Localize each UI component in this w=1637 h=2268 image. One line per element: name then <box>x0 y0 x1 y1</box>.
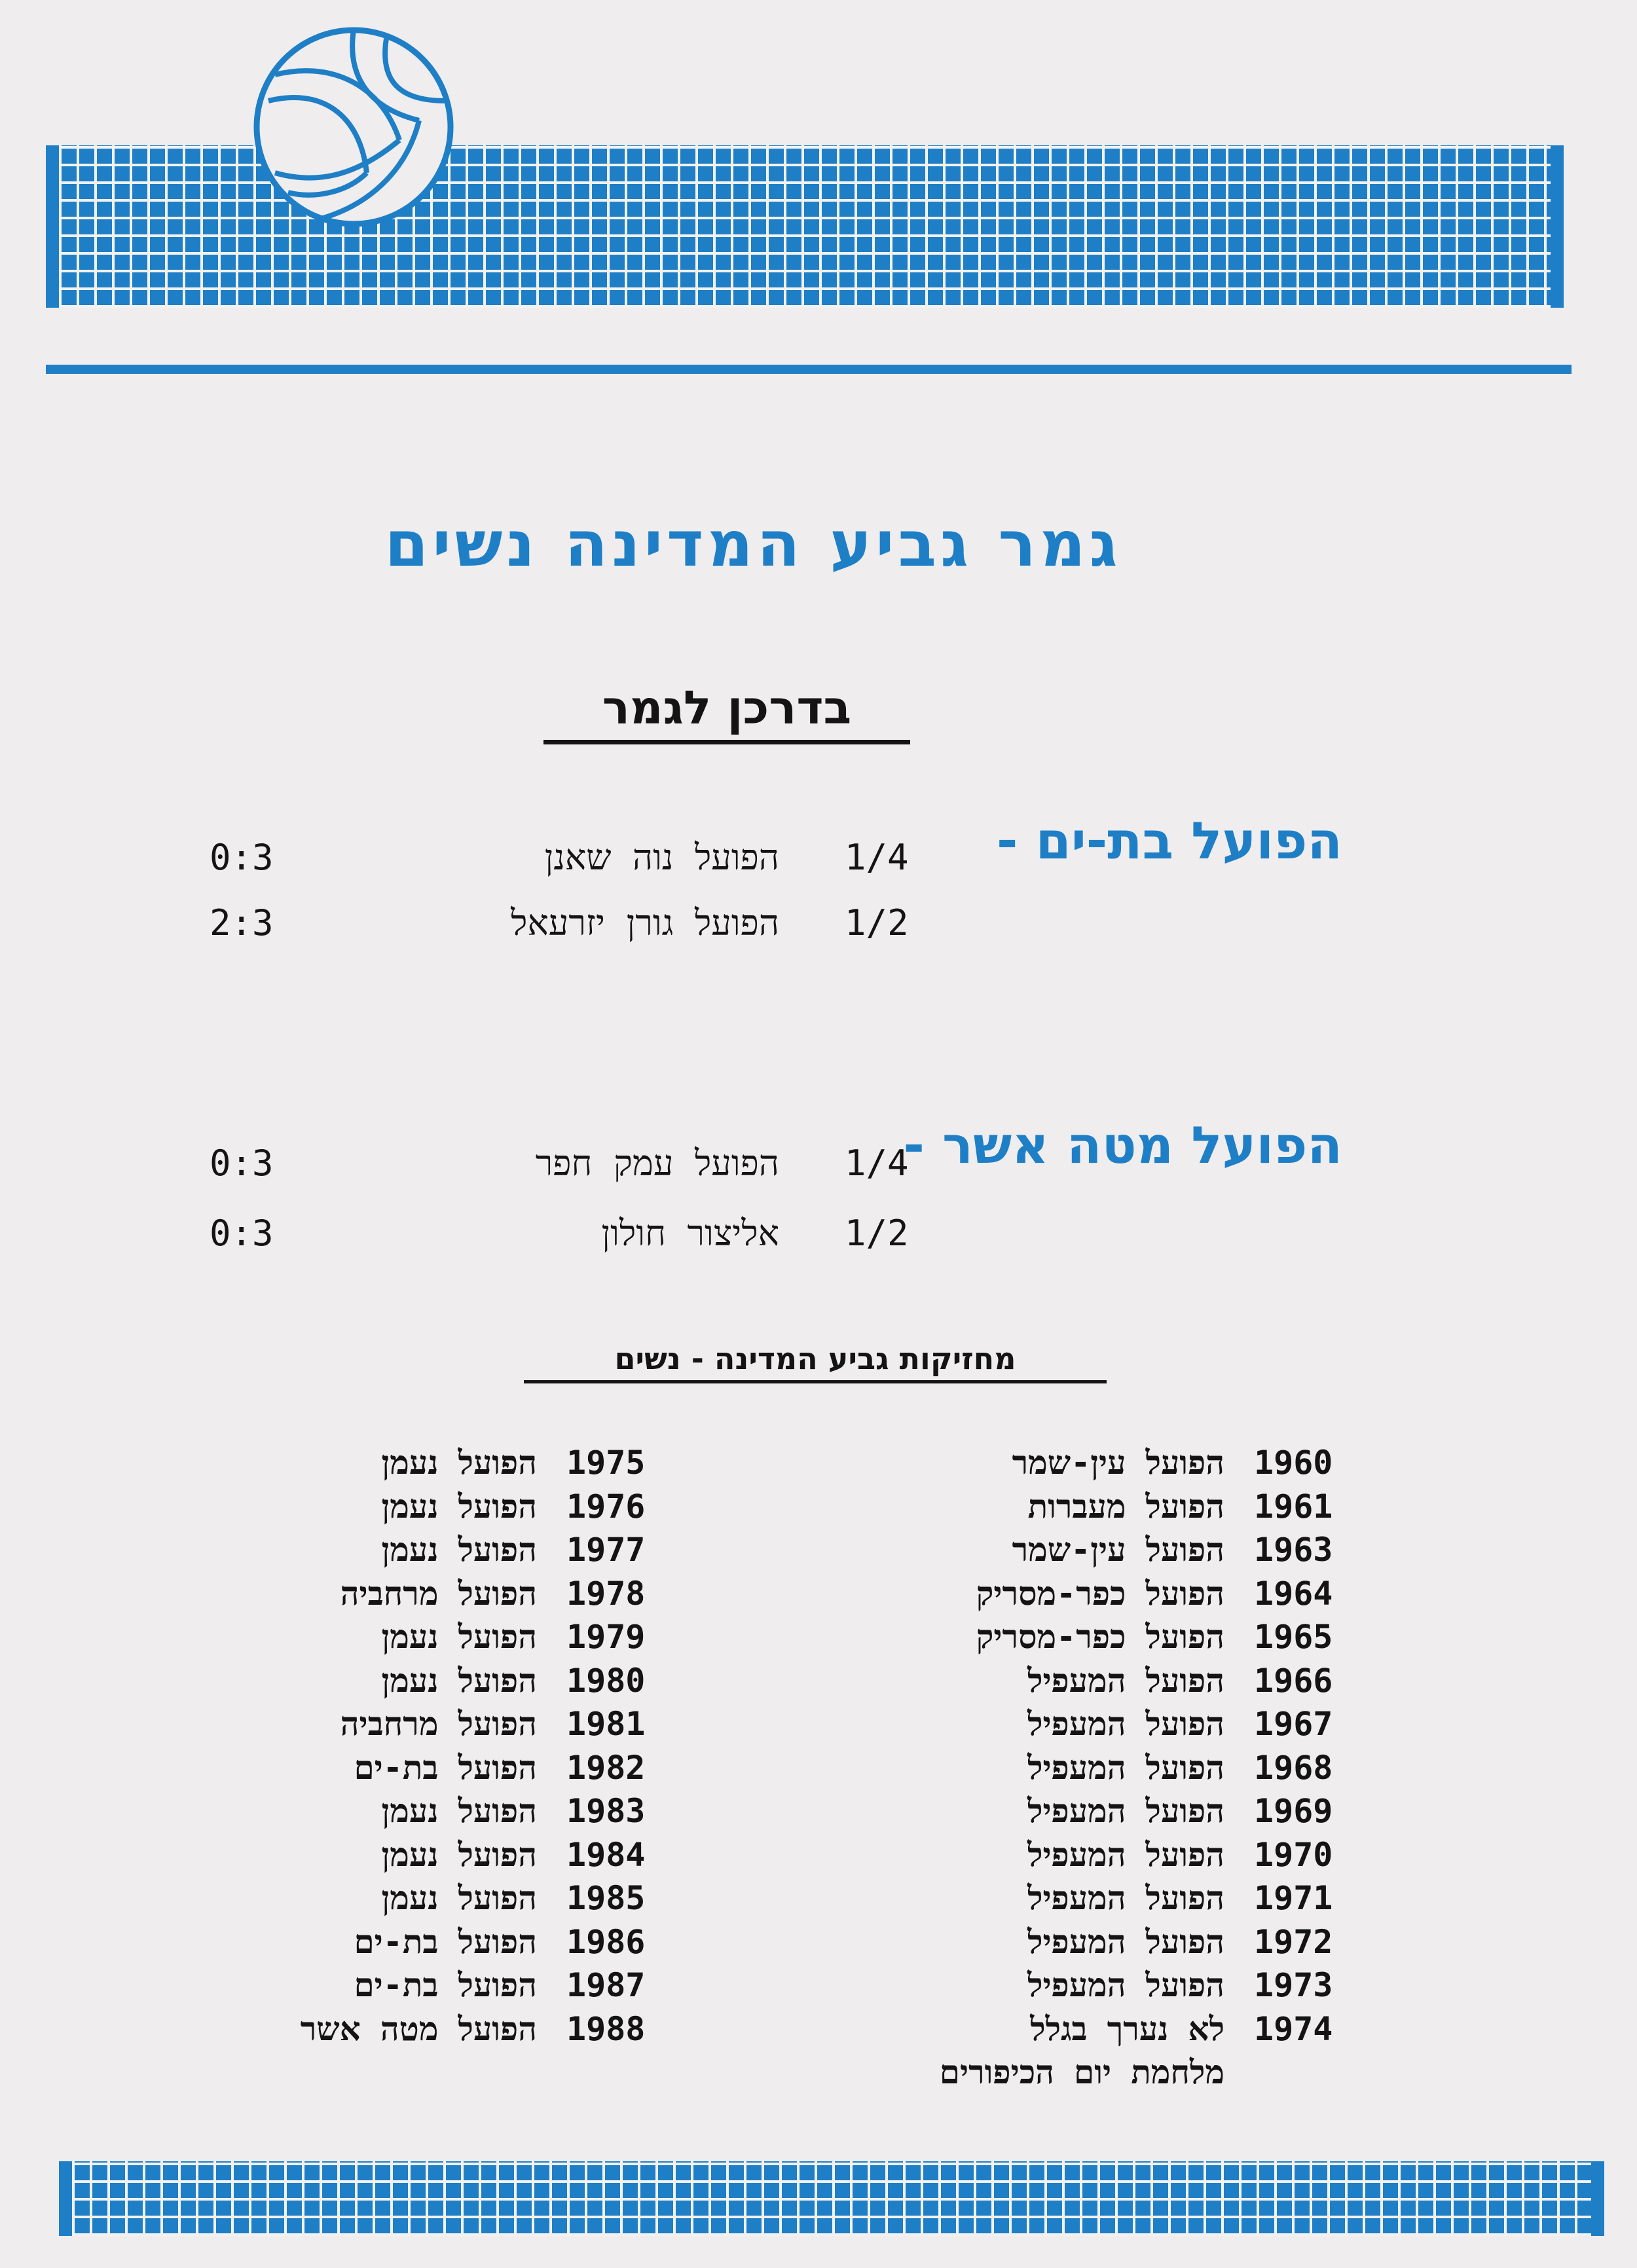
table-row <box>164 1879 668 1922</box>
table-row <box>786 2053 1355 2096</box>
table-row <box>786 1966 1355 2009</box>
table-year: 1970 <box>1254 1835 1333 1874</box>
table-row <box>786 2010 1355 2053</box>
table-year: 1985 <box>566 1879 646 1917</box>
table-row <box>164 1444 668 1487</box>
table-row <box>786 1662 1355 1705</box>
table-club: לא נערך בגלל <box>1030 2009 1224 2048</box>
winners-left-column <box>164 1444 668 2098</box>
table-year: 1986 <box>566 1922 646 1961</box>
match-stage: 1/4 <box>845 1143 909 1184</box>
finalist-team-name: הפועל מטה אשר - <box>903 1116 1342 1175</box>
match-opponent: הפועל עמק חפר <box>535 1143 779 1184</box>
table-club: הפועל בת-ים <box>354 1748 537 1787</box>
table-row <box>164 1531 668 1574</box>
header-rule <box>46 365 1572 374</box>
table-row <box>786 1749 1355 1792</box>
table-row <box>164 1923 668 1966</box>
table-row <box>786 1879 1355 1922</box>
table-club: הפועל המעפיל <box>1027 1922 1224 1961</box>
match-opponent: הפועל גורן יזרעאל <box>511 902 779 943</box>
table-year: 1983 <box>566 1792 646 1830</box>
match-score: 2:3 <box>210 902 274 943</box>
table-club: הפועל המעפיל <box>1027 1705 1224 1743</box>
match-score: 0:3 <box>210 1143 274 1184</box>
table-club: הפועל המעפיל <box>1027 1792 1224 1830</box>
table-club: הפועל עין-שמר <box>1012 1531 1224 1569</box>
table-year: 1966 <box>1254 1661 1333 1700</box>
match-score: 0:3 <box>210 837 274 878</box>
table-row <box>786 1792 1355 1835</box>
match-score: 0:3 <box>210 1213 274 1254</box>
table-year: 1978 <box>566 1574 646 1613</box>
finalist-team-name: הפועל בת-ים - <box>997 812 1342 871</box>
winners-right-column <box>786 1444 1355 2098</box>
table-club: הפועל נעמן <box>381 1835 537 1874</box>
table-year: 1968 <box>1254 1748 1333 1787</box>
table-year: 1960 <box>1254 1444 1333 1482</box>
table-row <box>786 1923 1355 1966</box>
table-club: הפועל מעברות <box>1027 1487 1224 1526</box>
table-club: מלחמת יום הכיפורים <box>939 2053 1224 2091</box>
match-opponent: הפועל נוה שאנן <box>544 837 779 878</box>
table-row <box>164 1749 668 1792</box>
page-title: גמר גביע המדינה נשים <box>384 507 1122 581</box>
table-year: 1976 <box>566 1487 646 1526</box>
table-year: 1980 <box>566 1661 646 1700</box>
table-row <box>164 1836 668 1879</box>
table-row <box>164 1705 668 1748</box>
table-year: 1972 <box>1254 1922 1333 1961</box>
table-club: הפועל המעפיל <box>1027 1748 1224 1787</box>
table-year: 1988 <box>566 2009 646 2048</box>
match-stage: 1/2 <box>845 902 909 943</box>
table-row <box>786 1618 1355 1661</box>
net-banner-bottom <box>59 2161 1604 2236</box>
table-club: הפועל נעמן <box>381 1487 537 1526</box>
table-row <box>164 1618 668 1661</box>
table-row <box>164 1966 668 2009</box>
volleyball-icon <box>249 22 458 232</box>
table-row <box>786 1444 1355 1487</box>
table-row <box>786 1575 1355 1618</box>
table-club: הפועל נעמן <box>381 1531 537 1569</box>
table-club: הפועל כפר-מסריק <box>976 1574 1224 1613</box>
table-club: הפועל כפר-מסריק <box>976 1618 1224 1656</box>
table-row <box>786 1488 1355 1531</box>
table-year: 1973 <box>1254 1966 1333 2004</box>
table-club: הפועל המעפיל <box>1027 1835 1224 1874</box>
table-club: הפועל נעמן <box>381 1618 537 1656</box>
table-year: 1981 <box>566 1705 646 1743</box>
table-club: הפועל מרחביה <box>340 1705 537 1743</box>
table-row <box>164 2010 668 2053</box>
table-year: 1974 <box>1254 2009 1333 2048</box>
table-row <box>786 1531 1355 1574</box>
table-club: הפועל מטה אשר <box>300 2009 537 2048</box>
table-year: 1965 <box>1254 1618 1333 1656</box>
table-row <box>786 1836 1355 1879</box>
table-club: הפועל המעפיל <box>1027 1879 1224 1917</box>
table-year: 1967 <box>1254 1705 1333 1743</box>
table-year: 1987 <box>566 1966 646 2004</box>
table-club: הפועל נעמן <box>381 1444 537 1482</box>
table-row <box>786 1705 1355 1748</box>
table-row <box>164 1792 668 1835</box>
table-year: 1971 <box>1254 1879 1333 1917</box>
table-club: הפועל עין-שמר <box>1012 1444 1224 1482</box>
match-opponent: אליצור חולון <box>601 1213 779 1254</box>
table-club: הפועל המעפיל <box>1027 1966 1224 2004</box>
table-club: הפועל נעמן <box>381 1661 537 1700</box>
table-club: הפועל המעפיל <box>1027 1661 1224 1700</box>
table-club: הפועל בת-ים <box>354 1966 537 2004</box>
table-year: 1961 <box>1254 1487 1333 1526</box>
section-subtitle: בדרכן לגמר <box>543 681 910 744</box>
match-stage: 1/4 <box>845 837 909 878</box>
winners-table-title: מחזיקות גביע המדינה - נשים <box>524 1341 1107 1383</box>
table-year: 1982 <box>566 1748 646 1787</box>
table-year: 1979 <box>566 1618 646 1656</box>
table-club: הפועל נעמן <box>381 1792 537 1830</box>
table-year: 1963 <box>1254 1531 1333 1569</box>
table-year: 1964 <box>1254 1574 1333 1613</box>
table-year: 1977 <box>566 1531 646 1569</box>
table-year: 1969 <box>1254 1792 1333 1830</box>
table-row <box>164 1662 668 1705</box>
match-stage: 1/2 <box>845 1213 909 1254</box>
table-club: הפועל נעמן <box>381 1879 537 1917</box>
table-year: 1975 <box>566 1444 646 1482</box>
table-row <box>164 1575 668 1618</box>
table-row <box>164 1488 668 1531</box>
table-club: הפועל מרחביה <box>340 1574 537 1613</box>
table-year: 1984 <box>566 1835 646 1874</box>
table-club: הפועל בת-ים <box>354 1922 537 1961</box>
